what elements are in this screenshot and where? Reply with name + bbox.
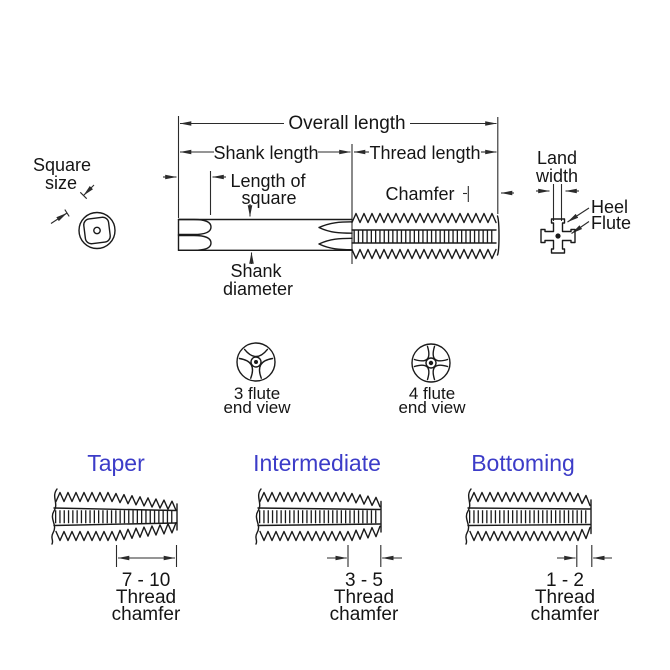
tap-type-bottoming	[466, 450, 612, 625]
square-end-lower-lobe	[179, 236, 212, 251]
flute-leader-arrow	[572, 222, 590, 234]
shank-outline	[179, 220, 353, 251]
three-flute-label-line1: 3 flute	[233, 384, 281, 403]
four-flute-center-dot	[429, 361, 433, 365]
thread-crest-bottom	[352, 250, 496, 259]
taper-chamfer-label-line1: Thread	[115, 587, 177, 608]
square-end-view	[79, 213, 115, 249]
taper-crest-top	[56, 493, 176, 511]
square-size-arrow-upper	[84, 185, 95, 196]
four-flute-flute-nw	[414, 346, 428, 360]
square-size-label-line2: size	[44, 173, 78, 193]
chamfer-label: Chamfer	[385, 184, 455, 204]
intermediate-chamfer-label-line2: chamfer	[329, 604, 399, 625]
land-width-label-line2: width	[535, 166, 579, 186]
four-flute-flute-ne	[433, 346, 447, 360]
intermediate-chamfer-label-line1: Thread	[333, 587, 395, 608]
cross-section-center-dot	[555, 233, 560, 238]
thread-crest-top	[352, 214, 496, 223]
intermediate-chamfer-extension-lines	[348, 545, 381, 567]
bottoming-chamfer-range: 1 - 2	[545, 570, 585, 591]
bottoming-chamfer-label-line2: chamfer	[530, 604, 600, 625]
three-flute-label-line2: end view	[223, 398, 291, 417]
bottoming-crest-bottom	[470, 528, 590, 541]
intermediate-chamfer-range: 3 - 5	[344, 570, 384, 591]
thread-end-cap	[498, 216, 500, 255]
flute-runout-upper	[319, 222, 352, 233]
flute-end-views	[223, 343, 466, 417]
three-flute-center-dot	[254, 360, 258, 364]
four-flute-flute-sw	[414, 365, 428, 379]
bottoming-crest-top	[470, 493, 590, 506]
shank-diameter-label-line2: diameter	[222, 279, 294, 299]
square-end-view-square	[83, 217, 111, 245]
square-size-arrow-lower	[51, 213, 67, 224]
four-flute-end-view	[398, 344, 466, 417]
shank-length-label: Shank length	[213, 143, 319, 163]
taper-chamfer-range: 7 - 10	[121, 570, 171, 591]
bottoming-chamfer-extension-lines	[577, 545, 592, 567]
square-size-tick-lower	[65, 210, 69, 217]
length-of-square-label-line2: square	[241, 188, 297, 208]
four-flute-label-line2: end view	[398, 398, 466, 417]
tap-type-intermediate	[253, 450, 402, 625]
three-flute-end-view	[223, 343, 291, 417]
intermediate-title: Intermediate	[253, 450, 381, 476]
intermediate-crest-bottom	[260, 526, 380, 540]
thread-length-label: Thread length	[369, 143, 481, 163]
taper-chamfer-label-line2: chamfer	[111, 604, 181, 625]
land-width-label-line1: Land	[536, 148, 578, 168]
overall-length-label: Overall length	[288, 113, 406, 134]
three-flute-flute-top	[245, 349, 268, 356]
bottoming-chamfer-label-line1: Thread	[534, 587, 596, 608]
taper-chamfer-extension-lines	[117, 545, 177, 567]
square-end-upper-lobe	[179, 220, 212, 235]
bottoming-title: Bottoming	[471, 450, 575, 476]
four-flute-label-line1: 4 flute	[408, 384, 456, 403]
four-flute-flute-se	[433, 365, 447, 379]
square-end-view-center-hole	[94, 227, 100, 233]
intermediate-crest-top	[260, 493, 380, 507]
heel-label: Heel	[591, 197, 629, 217]
taper-title: Taper	[87, 450, 145, 476]
heel-leader-arrow	[568, 208, 590, 222]
length-of-square-label-line1: Length of	[230, 171, 306, 191]
land-width-extension-lines	[554, 184, 562, 221]
shank-diameter-label-line1: Shank	[230, 261, 282, 281]
square-size-label-line1: Square	[32, 155, 92, 175]
tap-type-taper	[52, 450, 181, 625]
flute-runout-lower	[319, 238, 352, 249]
tap-anatomy-top-diagram	[33, 113, 631, 299]
flute-label: Flute	[591, 213, 632, 233]
